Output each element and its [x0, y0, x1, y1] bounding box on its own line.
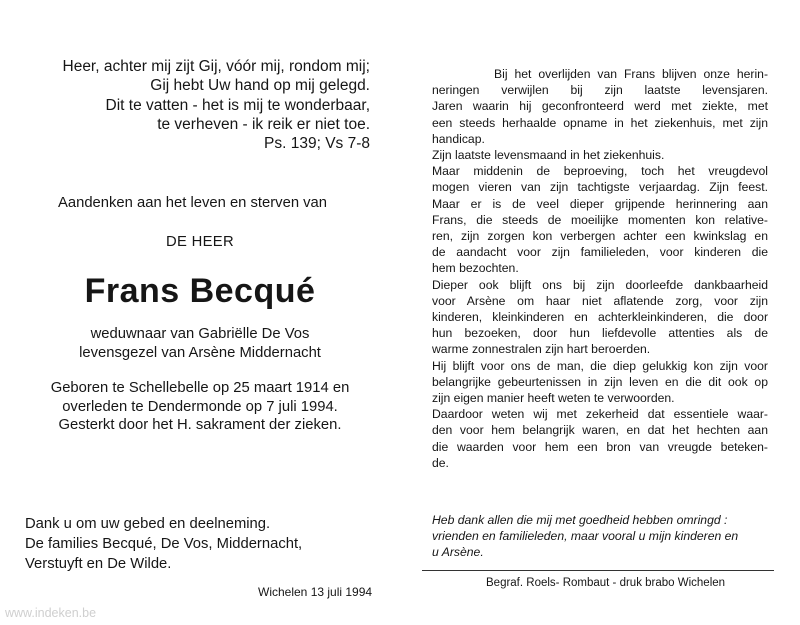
story-line: ren, zijn zorgen kon verbergen achter een kwinkslag en [432, 229, 768, 244]
thanks-line: Dank u om uw gebed en deelneming. [25, 516, 271, 532]
story-line: Daardoor weten wij met zekerheid dat essentiele waar- [432, 407, 768, 422]
relation-line: weduwnaar van Gabriëlle De Vos [90, 326, 310, 342]
story-line: belangrijke gebeurtenissen in zijn leven en die dit ook op [432, 374, 768, 389]
psalm-quote [30, 57, 370, 153]
life-dates [0, 379, 400, 435]
thanks-line: Verstuyft en De Wilde. [25, 555, 172, 572]
story-line: mogen vieren van zijn tachtigste verjaardag. Zijn feest. [432, 180, 768, 195]
closing-line: u Arsène. [432, 545, 484, 560]
place-date: Wichelen 13 juli 1994 [258, 585, 373, 599]
story-line: warme zonnestralen zijn hart beroerden. [432, 342, 651, 357]
story-line: handicap. [432, 131, 485, 146]
psalm-line: Heer, achter mij zijt Gij, vóór mij, rondom mij; [62, 58, 370, 75]
story-line: de aandacht voor zijn familieleden, voor kinderen die [432, 245, 768, 260]
thanks-line: De families Becqué, De Vos, Middernacht, [25, 535, 303, 552]
story-line: Maar middenin de beproeving, toch het vreugdevol [432, 164, 768, 179]
story-line: zijn eigen manier heeft weten te verwoorden. [432, 391, 675, 406]
closing-line: vrienden en familieleden, maar vooral u mijn kinderen en [432, 529, 739, 544]
story-line: hem bezochten. [432, 261, 519, 276]
story-line: den voor hem belangrijk waren, en dat het hechten aan [432, 423, 768, 438]
story-line: Jaren waarin hij geconfronteerd werd met ziekte, met [432, 99, 768, 114]
closing-thanks [432, 512, 768, 561]
date-line: Gesterkt door het H. sakrament der zieken. [58, 417, 342, 434]
remembrance-text [432, 66, 768, 471]
printer-credit: Begraf. Roels- Rombaut - druk brabo Wichelen [486, 577, 726, 589]
story-line: kinderen, kleinkinderen en achterkleinkinderen, die door [432, 310, 768, 325]
psalm-reference: Ps. 139; Vs 7-8 [264, 135, 370, 153]
date-line: overleden te Dendermonde op 7 juli 1994. [62, 398, 338, 415]
memory-heading: Aandenken aan het leven en sterven van [58, 195, 328, 211]
psalm-line: te verheven - ik reik er niet toe. [157, 115, 370, 133]
deceased-name: Frans Becqué [84, 272, 316, 310]
honorific-title: DE HEER [166, 234, 234, 250]
story-line: voor Arsène om haar niet aflatende zorg, voor zijn [432, 293, 768, 308]
closing-line: Heb dank allen die mij met goedheid hebben omringd : [432, 513, 728, 527]
story-line: Bij het overlijden van Frans blijven onze herin- [494, 67, 768, 81]
story-line: Zijn laatste levensmaand in het ziekenhuis. [432, 148, 665, 163]
story-line: neringen verwijlen bij zijn laatste levensjaren. [432, 83, 768, 98]
story-line: die waarden voor hem een bron van vreugde beteken- [432, 439, 768, 454]
relations [0, 325, 400, 362]
story-line: Maar er is de veel dieper grijpende herinnering aan [432, 196, 768, 211]
divider-line [422, 570, 774, 571]
date-line: Geboren te Schellebelle op 25 maart 1914 en [50, 380, 350, 396]
story-line: Hij blijft voor ons de man, die diep gelukkig kon zijn voor [432, 358, 768, 373]
relation-line: levensgezel van Arsène Middernacht [79, 344, 321, 361]
story-line: hun bezoeken, door hun liefdevolle attenties als de [432, 326, 768, 341]
psalm-line: Gij hebt Uw hand op mij gelegd. [150, 77, 370, 95]
thanks-block [25, 515, 302, 574]
psalm-line: Dit te vatten - het is mij te wonderbaar, [105, 96, 370, 114]
story-line: Dieper ook blijft ons bij zijn doorleefde dankbaarheid [432, 277, 768, 292]
story-line: Frans, die steeds de moeilijke momenten kon relative- [432, 212, 768, 227]
watermark: www.indeken.be [5, 606, 97, 620]
story-line: de. [432, 455, 449, 470]
story-line: een steeds herhaalde opname in het ziekenhuis, met zijn [432, 115, 768, 130]
